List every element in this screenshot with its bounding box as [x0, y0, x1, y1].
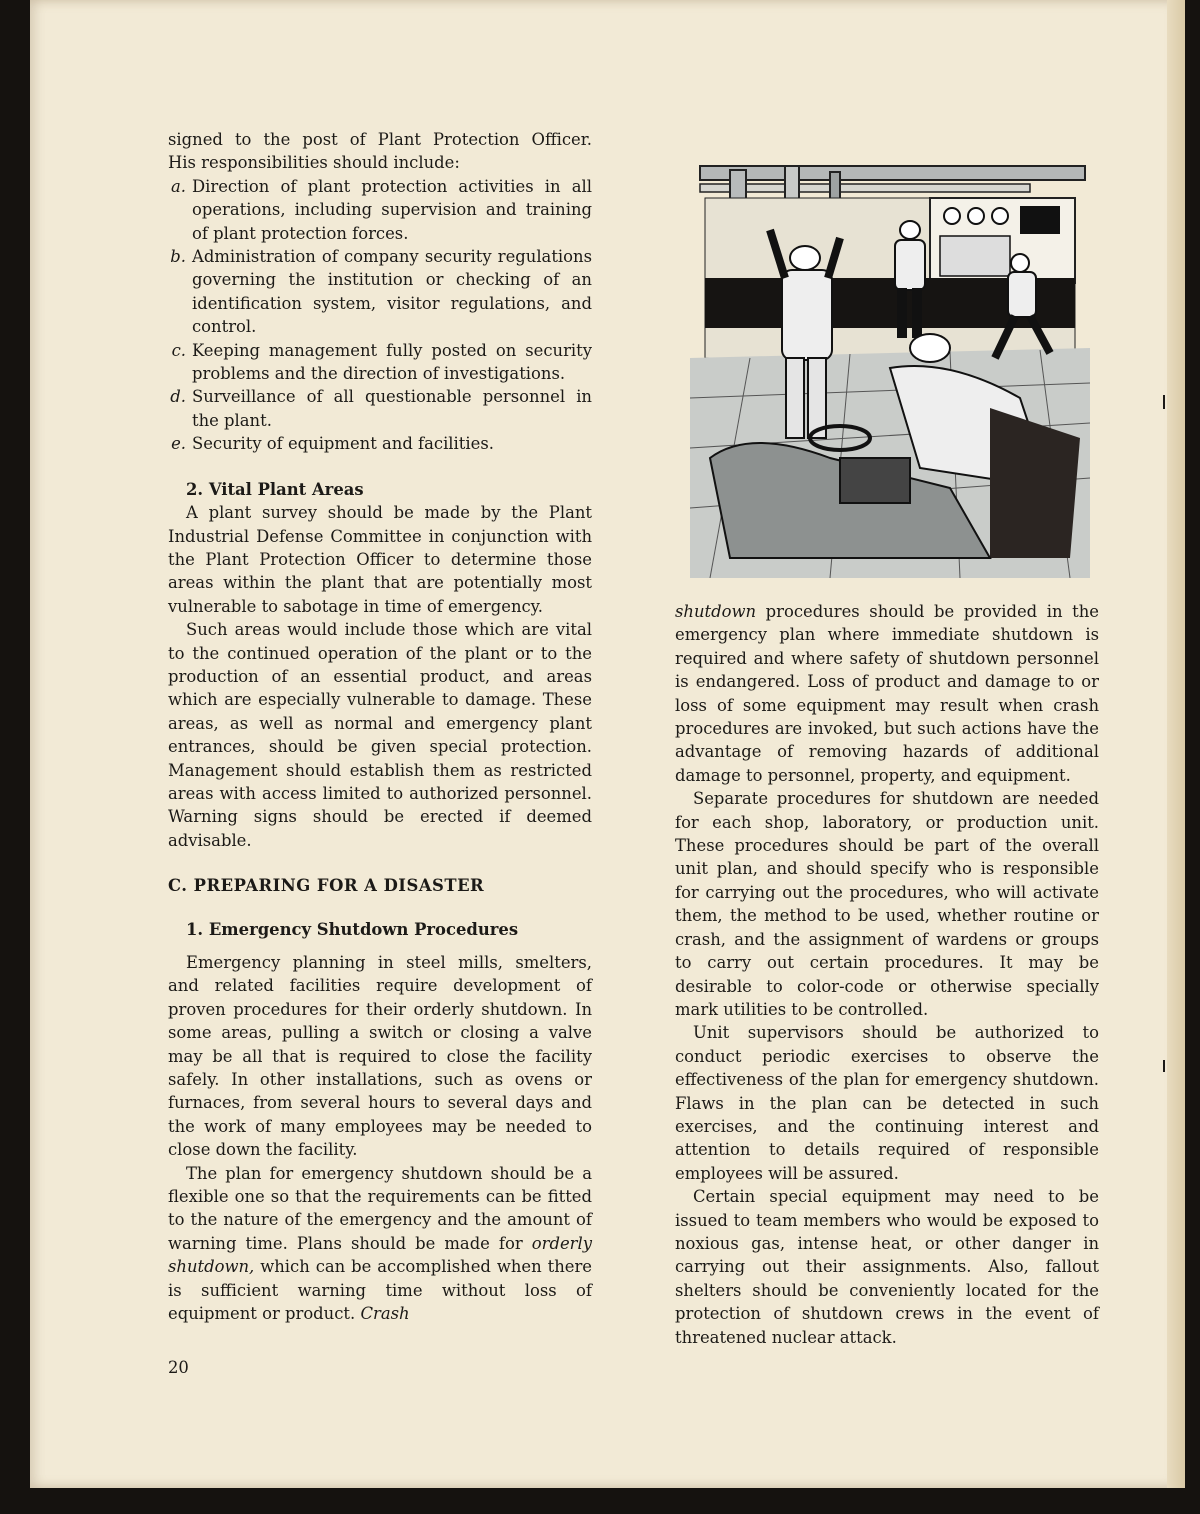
page-number: 20	[168, 1358, 189, 1377]
list-letter: e.	[171, 434, 186, 454]
list-item	[168, 385, 592, 432]
vital-areas-paragraph-2: Such areas would include those which are vital to the continued operation of the plant or to the production of an essential product, and areas which are especially vulnerable to damage. These areas, as well as normal and emergency plant entrances, should be given special protection. Management should establish them as restricted areas with access limited to authorized personnel. Warning signs should be erected if deemed advisable.	[168, 620, 592, 850]
switch-box	[1020, 206, 1060, 234]
plant-shutdown-illustration	[690, 158, 1090, 578]
page-edge	[1167, 0, 1185, 1488]
vital-areas-heading: 2. Vital Plant Areas	[186, 479, 364, 499]
shutdown-heading: 1. Emergency Shutdown Procedures	[186, 919, 519, 939]
switch-panel	[940, 236, 1010, 276]
list-letter: b.	[170, 247, 186, 267]
vital-areas-paragraph-1: A plant survey should be made by the Plant Industrial Defense Committee in conjunction with the Plant Protection Officer to determine those areas within the plant that are potentially most vulnerable to sabotage in time of emergency.	[168, 503, 592, 616]
intro-line-2: His responsibilities should include:	[168, 153, 460, 173]
text-run: which can be accomplished when there is sufficient warning time without loss of equipment or product.	[168, 1257, 592, 1324]
list-text: Keeping management fully posted on security problems and the direction of investigations.	[192, 340, 592, 384]
responsibilities-list	[168, 175, 592, 456]
list-item	[168, 339, 592, 386]
emphasis-crash: Crash	[360, 1304, 410, 1324]
intro-line-1: signed to the post of Plant Protection Officer.	[168, 130, 592, 149]
right-paragraph-1	[675, 600, 1099, 787]
shutdown-paragraph-2	[168, 1162, 592, 1326]
right-column	[675, 600, 1099, 1349]
text-run: The plan for emergency shutdown should be a flexible one so that the requirements can be fitted to the nature of the emergency and the amount of warning time. Plans should be made for	[168, 1163, 592, 1253]
text-run: procedures should be provided in the emergency plan where immediate shutdown is required and where safety of shutdown personnel is endangered. Loss of product and damage to or loss of some equipment may result when crash procedures are invoked, but such actions have the advantage of removing hazards of additional damage to personnel, property, and equipment.	[675, 602, 1099, 785]
right-paragraph-3: Unit supervisors should be authorized to conduct periodic exercises to observe the effectiveness of the plan for emergency shutdown. Flaws in the plan can be detected in such exercises, and the continuing interest and attention to details required of responsible employees will be assured.	[675, 1023, 1099, 1183]
list-letter: a.	[171, 176, 186, 196]
section-heading: C. PREPARING FOR A DISASTER	[168, 876, 485, 896]
emphasis-orderly-shutdown: orderly shutdown,	[168, 1233, 592, 1277]
valve-wheel-icon	[840, 458, 910, 503]
list-item	[168, 245, 592, 339]
list-text: Administration of company security regulations governing the institution or checking of an identification system, visitor regulations, and control.	[192, 247, 592, 337]
list-letter: c.	[171, 340, 186, 360]
shutdown-paragraph-1: Emergency planning in steel mills, smelters, and related facilities require development of proven procedures for their orderly shutdown. In some areas, pulling a switch or closing a valve may be all that is required to close the facility safely. In other installations, such as ovens or furnaces, from several hours to several days and the work of many employees may be needed to close down the facility.	[168, 953, 592, 1160]
emphasis-shutdown: shutdown	[675, 602, 757, 621]
margin-mark	[1163, 395, 1165, 409]
list-text: Security of equipment and facilities.	[192, 434, 494, 454]
list-text: Surveillance of all questionable personnel in the plant.	[192, 387, 592, 430]
document-page	[30, 0, 1185, 1488]
pipe-icon	[700, 166, 1085, 180]
gauge-icon	[968, 208, 984, 224]
margin-mark	[1163, 1060, 1165, 1072]
right-paragraph-2: Separate procedures for shutdown are needed for each shop, laboratory, or production unit. These procedures should be part of the overall unit plan, and should specify who is responsible for carrying out the procedures, who will activate them, the method to be used, whether routine or crash, and the assignment of wardens or groups to carry out certain procedures. It may be desirable to color-code or otherwise specially mark utilities to be controlled.	[675, 789, 1099, 1019]
list-letter: d.	[170, 387, 186, 407]
left-column	[168, 128, 592, 1326]
pipe-icon	[700, 184, 1030, 192]
right-paragraph-4: Certain special equipment may need to be issued to team members who would be exposed to noxious gas, intense heat, or other danger in carrying out their assignments. Also, fallout shelters should be conveniently located for the protection of shutdown crews in the event of threatened nuclear attack.	[675, 1187, 1099, 1347]
list-item	[168, 432, 592, 455]
list-text: Direction of plant protection activities in all operations, including supervision and training of plant protection forces.	[192, 176, 592, 243]
list-item	[168, 175, 592, 245]
gauge-icon	[992, 208, 1008, 224]
gauge-icon	[944, 208, 960, 224]
